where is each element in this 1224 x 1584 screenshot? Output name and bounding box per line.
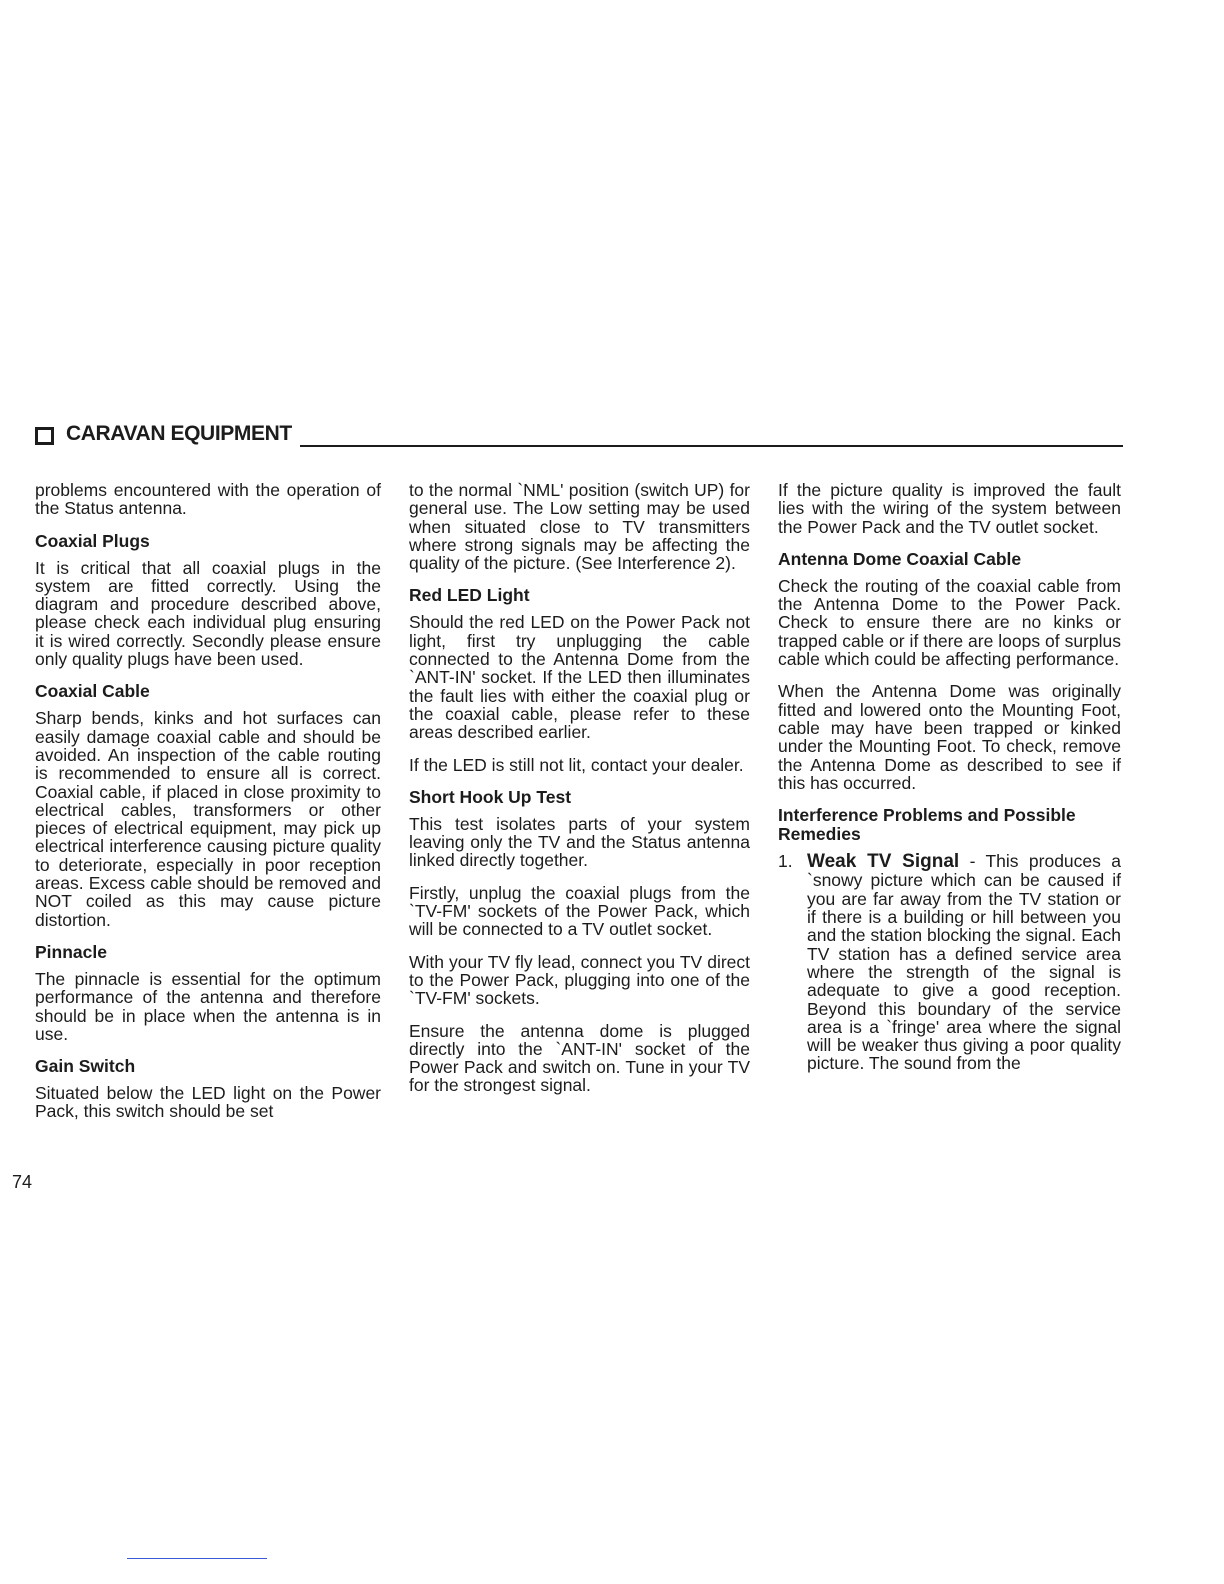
paragraph: Ensure the antenna dome is plugged directly into the `ANT-IN' socket of the Power Pack and switch on. Tune in your TV for the strongest signal. [409,1020,750,1096]
paragraph: Should the red LED on the Power Pack not light, first try unplugging the cable connected to the Antenna Dome from the `ANT-IN' socket. If the LED then illuminates the fault lies with either the coaxial plug or the coaxial cable, please refer to these areas described earlier. [409,612,750,743]
heading-coaxial-plugs: Coaxial Plugs [35,530,150,551]
heading-antenna-dome-coaxial-cable: Antenna Dome Coaxial Cable [778,548,1022,569]
section-header [35,424,1123,448]
heading-interference-problems: Interference Problems and Possible Remedies [778,805,1076,845]
list-item-text: - This produces a `snowy picture which can be caused if you are far away from the TV station or if there is a building or hill between you and the station blocking the signal. Each TV station has a defined service area where the strength of the signal is adequate to give a good reception. Beyond this boundary of the service area is a `fringe' area where the signal will be weaker thus giving a poor quality picture. The sound from the [807,851,1122,1074]
paragraph: Situated below the LED light on the Power Pack, this switch should be set [35,1083,381,1122]
paragraph: It is critical that all coaxial plugs in the system are fitted correctly. Using the diagram and procedure described above, please check each individual plug ensuring it is wired correctly. Secondly please ensure only quality plugs have been used. [35,557,381,670]
scan-artifact-line [127,1558,267,1559]
list-item [778,852,1121,1073]
paragraph: If the LED is still not lit, contact your dealer. [409,754,744,775]
section-title: CARAVAN EQUIPMENT [66,422,292,445]
paragraph: With your TV fly lead, connect you TV direct to the Power Pack, plugging into one of the `TV-FM' sockets. [409,951,750,1009]
heading-gain-switch: Gain Switch [35,1056,136,1077]
heading-pinnacle: Pinnacle [35,941,107,962]
column-1 [35,481,381,1135]
paragraph: Check the routing of the coaxial cable from the Antenna Dome to the Power Pack. Check to ensure there are no kinks or trapped cable or if there are loops of surplus cable which could be affecting performance. [778,575,1121,670]
column-2 [409,481,750,1109]
paragraph: The pinnacle is essential for the optimum performance of the antenna and therefore should be in place when the antenna is in use. [35,968,381,1044]
list-item-body [807,852,1121,1073]
header-box-icon [35,427,54,445]
paragraph: Firstly, unplug the coaxial plugs from the `TV-FM' sockets of the Power Pack, which will be connected to a TV outlet socket. [409,882,750,940]
list-item-number: 1. [778,851,793,872]
heading-red-led: Red LED Light [409,585,530,606]
page-number: 74 [12,1172,33,1192]
paragraph: problems encountered with the operation of the Status antenna. [35,480,381,519]
header-rule [300,445,1123,447]
paragraph: to the normal `NML' position (switch UP) for general use. The Low setting may be used when situated close to TV transmitters where strong signals may be affecting the quality of the picture. (See Interference 2). [409,480,750,574]
paragraph: This test isolates parts of your system leaving only the TV and the Status antenna linked directly together. [409,813,750,871]
paragraph: If the picture quality is improved the fault lies with the wiring of the system between the Power Pack and the TV outlet socket. [778,480,1121,537]
heading-coaxial-cable: Coaxial Cable [35,681,150,702]
column-3 [778,481,1121,1073]
heading-short-hook-up-test: Short Hook Up Test [409,786,572,807]
paragraph: Sharp bends, kinks and hot surfaces can easily damage coaxial cable and should be avoided. An inspection of the cable routing is recommended to ensure all is correct. Coaxial cable, if placed in close proximity to electrical cables, transformers or other pieces of electrical equipment, may pick up electrical interference causing picture quality to deteriorate, especially in poor reception areas. Excess cable should be removed and NOT coiled as this may cause picture distortion. [35,708,381,930]
paragraph: When the Antenna Dome was originally fitted and lowered onto the Mounting Foot, cable may have been trapped or kinked under the Mounting Foot. To check, remove the Antenna Dome as described to see if this has occurred. [778,681,1121,793]
list-item-title: Weak TV Signal [807,851,960,873]
